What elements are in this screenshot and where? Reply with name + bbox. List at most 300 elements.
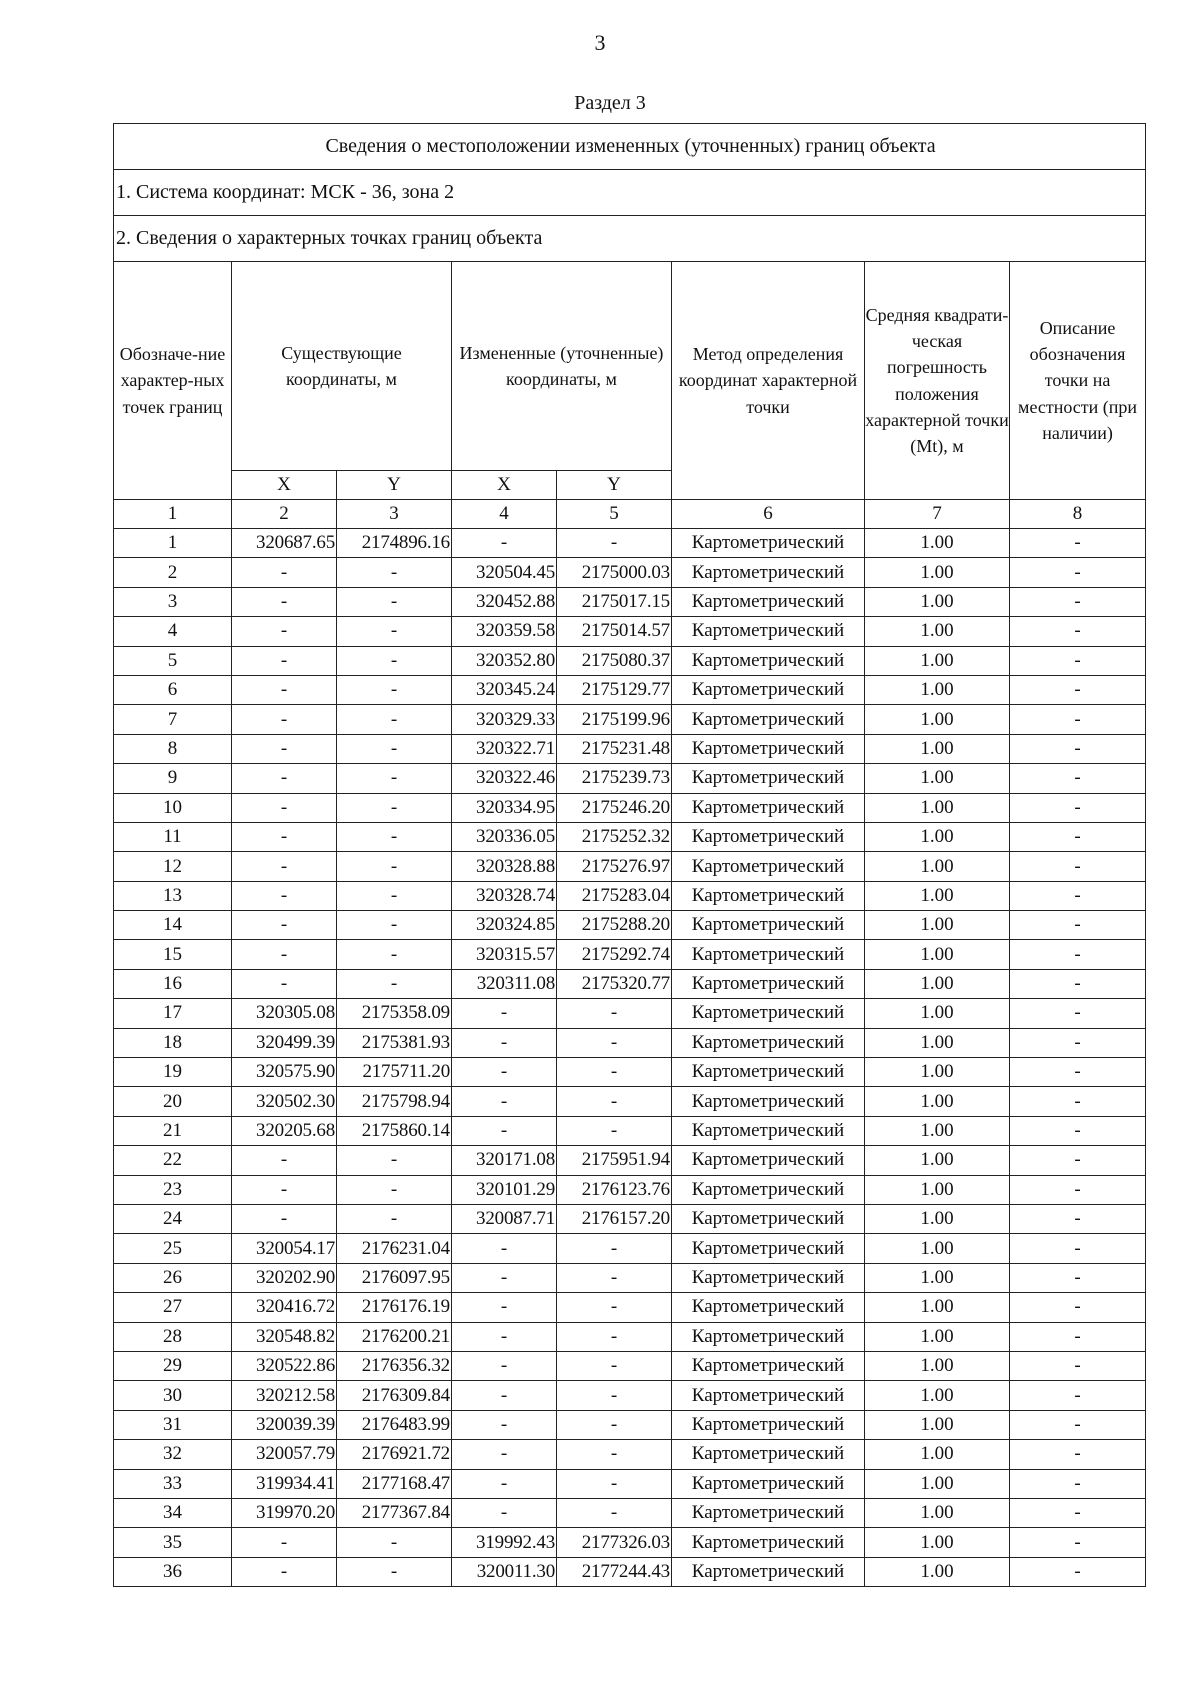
point-id-cell: 25 [114,1234,232,1263]
error-cell: 1.00 [865,587,1010,616]
header-existing-y: Y [337,471,452,500]
table-row [114,1058,1146,1087]
table-row [114,1146,1146,1175]
method-cell: Картометрический [672,1381,865,1410]
error-cell: 1.00 [865,1557,1010,1586]
existing-y-cell: - [337,1175,452,1204]
column-number: 3 [337,500,452,529]
existing-x-cell: - [232,852,337,881]
method-cell: Картометрический [672,999,865,1028]
table-row [114,911,1146,940]
method-cell: Картометрический [672,1528,865,1557]
method-cell: Картометрический [672,1263,865,1292]
existing-y-cell: - [337,1204,452,1233]
header-description: Описание обозначения точки на местности (при наличии) [1010,262,1146,500]
existing-y-cell: - [337,1528,452,1557]
column-number: 2 [232,500,337,529]
changed-y-cell: 2175129.77 [557,675,672,704]
method-cell: Картометрический [672,558,865,587]
existing-y-cell: 2176356.32 [337,1351,452,1380]
changed-y-cell: 2175292.74 [557,940,672,969]
existing-x-cell: - [232,793,337,822]
changed-y-cell: - [557,1116,672,1145]
point-id-cell: 26 [114,1263,232,1292]
existing-x-cell: 320499.39 [232,1028,337,1057]
description-cell: - [1010,1410,1146,1439]
changed-y-cell: 2175320.77 [557,969,672,998]
column-number: 6 [672,500,865,529]
existing-x-cell: 320548.82 [232,1322,337,1351]
description-cell: - [1010,1116,1146,1145]
error-cell: 1.00 [865,705,1010,734]
table-title: Сведения о местоположении измененных (уточненных) границ объекта [114,124,1146,170]
existing-x-cell: - [232,1146,337,1175]
changed-x-cell: 320334.95 [452,793,557,822]
table-row [114,1528,1146,1557]
description-cell: - [1010,1175,1146,1204]
changed-x-cell: 320504.45 [452,558,557,587]
existing-y-cell: - [337,1146,452,1175]
changed-y-cell: 2175246.20 [557,793,672,822]
table-row [114,1293,1146,1322]
description-cell: - [1010,1146,1146,1175]
point-id-cell: 14 [114,911,232,940]
error-cell: 1.00 [865,617,1010,646]
changed-x-cell: - [452,1293,557,1322]
existing-x-cell: - [232,1175,337,1204]
changed-x-cell: 320315.57 [452,940,557,969]
changed-y-cell: - [557,1322,672,1351]
error-cell: 1.00 [865,764,1010,793]
description-cell: - [1010,529,1146,558]
existing-x-cell: - [232,1557,337,1586]
error-cell: 1.00 [865,852,1010,881]
description-cell: - [1010,911,1146,940]
table-row [114,793,1146,822]
table-row [114,675,1146,704]
method-cell: Картометрический [672,1116,865,1145]
changed-x-cell: - [452,999,557,1028]
table-row [114,764,1146,793]
error-cell: 1.00 [865,1381,1010,1410]
existing-x-cell: - [232,881,337,910]
method-cell: Картометрический [672,969,865,998]
changed-x-cell: - [452,1263,557,1292]
existing-x-cell: 320202.90 [232,1263,337,1292]
changed-x-cell: 320322.46 [452,764,557,793]
table-row [114,646,1146,675]
method-cell: Картометрический [672,734,865,763]
changed-x-cell: - [452,1469,557,1498]
changed-x-cell: 319992.43 [452,1528,557,1557]
method-cell: Картометрический [672,793,865,822]
changed-y-cell: 2176157.20 [557,1204,672,1233]
table-row [114,1440,1146,1469]
point-id-cell: 28 [114,1322,232,1351]
changed-x-cell: 320352.80 [452,646,557,675]
description-cell: - [1010,617,1146,646]
table-row [114,705,1146,734]
existing-y-cell: 2175381.93 [337,1028,452,1057]
point-id-cell: 11 [114,822,232,851]
description-cell: - [1010,1351,1146,1380]
existing-x-cell: 320687.65 [232,529,337,558]
description-cell: - [1010,1528,1146,1557]
changed-y-cell: 2175017.15 [557,587,672,616]
table-row [114,587,1146,616]
table-row [114,529,1146,558]
changed-y-cell: - [557,1381,672,1410]
point-id-cell: 36 [114,1557,232,1586]
existing-x-cell: 320575.90 [232,1058,337,1087]
existing-y-cell: - [337,617,452,646]
existing-x-cell: 320522.86 [232,1351,337,1380]
existing-x-cell: - [232,587,337,616]
description-cell: - [1010,1263,1146,1292]
existing-y-cell: - [337,822,452,851]
point-id-cell: 33 [114,1469,232,1498]
table-row [114,1087,1146,1116]
method-cell: Картометрический [672,852,865,881]
changed-x-cell: 320324.85 [452,911,557,940]
table-row [114,822,1146,851]
table-row [114,1322,1146,1351]
existing-y-cell: - [337,969,452,998]
changed-y-cell: - [557,1469,672,1498]
existing-y-cell: - [337,558,452,587]
changed-y-cell: 2175283.04 [557,881,672,910]
existing-x-cell: 319934.41 [232,1469,337,1498]
description-cell: - [1010,1469,1146,1498]
column-number: 8 [1010,500,1146,529]
boundary-points-table [113,123,1146,1587]
description-cell: - [1010,587,1146,616]
existing-y-cell: - [337,705,452,734]
description-cell: - [1010,1234,1146,1263]
header-existing-x: X [232,471,337,500]
column-number: 1 [114,500,232,529]
point-id-cell: 27 [114,1293,232,1322]
changed-y-cell: 2175951.94 [557,1146,672,1175]
changed-x-cell: 320345.24 [452,675,557,704]
description-cell: - [1010,1322,1146,1351]
method-cell: Картометрический [672,1058,865,1087]
error-cell: 1.00 [865,1469,1010,1498]
description-cell: - [1010,1381,1146,1410]
point-id-cell: 15 [114,940,232,969]
existing-y-cell: 2175798.94 [337,1087,452,1116]
existing-y-cell: - [337,646,452,675]
existing-y-cell: 2175358.09 [337,999,452,1028]
point-id-cell: 4 [114,617,232,646]
table-row [114,617,1146,646]
existing-x-cell: - [232,1528,337,1557]
table-row [114,1263,1146,1292]
method-cell: Картометрический [672,1322,865,1351]
existing-y-cell: 2176231.04 [337,1234,452,1263]
point-id-cell: 24 [114,1204,232,1233]
changed-y-cell: - [557,999,672,1028]
point-id-cell: 17 [114,999,232,1028]
error-cell: 1.00 [865,1440,1010,1469]
point-id-cell: 29 [114,1351,232,1380]
existing-y-cell: 2175860.14 [337,1116,452,1145]
description-cell: - [1010,1498,1146,1527]
changed-y-cell: 2175288.20 [557,911,672,940]
existing-y-cell: 2176921.72 [337,1440,452,1469]
existing-x-cell: 319970.20 [232,1498,337,1527]
existing-x-cell: 320305.08 [232,999,337,1028]
table-row [114,881,1146,910]
error-cell: 1.00 [865,529,1010,558]
point-id-cell: 1 [114,529,232,558]
table-row [114,1381,1146,1410]
changed-x-cell: - [452,1058,557,1087]
method-cell: Картометрический [672,911,865,940]
table-row [114,734,1146,763]
existing-y-cell: 2177367.84 [337,1498,452,1527]
existing-y-cell: 2176176.19 [337,1293,452,1322]
point-id-cell: 23 [114,1175,232,1204]
existing-y-cell: - [337,911,452,940]
error-cell: 1.00 [865,969,1010,998]
point-id-cell: 22 [114,1146,232,1175]
changed-x-cell: - [452,1440,557,1469]
changed-x-cell: 320359.58 [452,617,557,646]
method-cell: Картометрический [672,881,865,910]
existing-x-cell: 320057.79 [232,1440,337,1469]
description-cell: - [1010,1204,1146,1233]
point-id-cell: 13 [114,881,232,910]
existing-x-cell: - [232,646,337,675]
error-cell: 1.00 [865,1028,1010,1057]
changed-x-cell: - [452,1028,557,1057]
existing-x-cell: - [232,940,337,969]
table-row [114,999,1146,1028]
error-cell: 1.00 [865,558,1010,587]
column-number-row [114,500,1146,529]
existing-x-cell: 320502.30 [232,1087,337,1116]
point-id-cell: 35 [114,1528,232,1557]
description-cell: - [1010,1087,1146,1116]
column-number: 7 [865,500,1010,529]
point-id-cell: 32 [114,1440,232,1469]
changed-y-cell: - [557,1498,672,1527]
table-row [114,940,1146,969]
error-cell: 1.00 [865,911,1010,940]
existing-x-cell: 320039.39 [232,1410,337,1439]
point-id-cell: 21 [114,1116,232,1145]
changed-y-cell: 2175239.73 [557,764,672,793]
method-cell: Картометрический [672,764,865,793]
column-number: 5 [557,500,672,529]
error-cell: 1.00 [865,1116,1010,1145]
changed-y-cell: - [557,1440,672,1469]
existing-x-cell: - [232,734,337,763]
error-cell: 1.00 [865,734,1010,763]
changed-x-cell: 320328.88 [452,852,557,881]
description-cell: - [1010,1028,1146,1057]
point-id-cell: 31 [114,1410,232,1439]
existing-x-cell: 320205.68 [232,1116,337,1145]
error-cell: 1.00 [865,793,1010,822]
existing-x-cell: 320416.72 [232,1293,337,1322]
error-cell: 1.00 [865,675,1010,704]
table-row [114,1469,1146,1498]
changed-y-cell: - [557,1087,672,1116]
method-cell: Картометрический [672,1440,865,1469]
changed-y-cell: 2175276.97 [557,852,672,881]
changed-x-cell: - [452,1498,557,1527]
method-cell: Картометрический [672,1557,865,1586]
point-id-cell: 8 [114,734,232,763]
changed-x-cell: - [452,529,557,558]
existing-y-cell: - [337,852,452,881]
description-cell: - [1010,940,1146,969]
description-cell: - [1010,734,1146,763]
changed-y-cell: - [557,1293,672,1322]
point-id-cell: 5 [114,646,232,675]
changed-y-cell: 2175199.96 [557,705,672,734]
existing-y-cell: 2176097.95 [337,1263,452,1292]
header-error: Средняя квадрати-ческая погрешность положения характерной точки (Mt), м [865,262,1010,500]
changed-x-cell: 320452.88 [452,587,557,616]
method-cell: Картометрический [672,1204,865,1233]
changed-y-cell: 2175231.48 [557,734,672,763]
existing-x-cell: - [232,764,337,793]
error-cell: 1.00 [865,1234,1010,1263]
error-cell: 1.00 [865,1498,1010,1527]
existing-y-cell: 2176200.21 [337,1322,452,1351]
existing-x-cell: - [232,911,337,940]
table-row [114,1028,1146,1057]
changed-x-cell: 320311.08 [452,969,557,998]
changed-y-cell: - [557,529,672,558]
method-cell: Картометрический [672,675,865,704]
existing-x-cell: 320054.17 [232,1234,337,1263]
point-id-cell: 18 [114,1028,232,1057]
changed-y-cell: - [557,1234,672,1263]
changed-x-cell: - [452,1234,557,1263]
method-cell: Картометрический [672,617,865,646]
description-cell: - [1010,705,1146,734]
error-cell: 1.00 [865,1293,1010,1322]
description-cell: - [1010,675,1146,704]
existing-x-cell: - [232,969,337,998]
description-cell: - [1010,1058,1146,1087]
table-row [114,1175,1146,1204]
table-row [114,1351,1146,1380]
existing-x-cell: - [232,617,337,646]
changed-y-cell: 2175014.57 [557,617,672,646]
header-changed-x: X [452,471,557,500]
header-existing-coords: Существующие координаты, м [232,262,452,471]
column-number: 4 [452,500,557,529]
error-cell: 1.00 [865,1528,1010,1557]
method-cell: Картометрический [672,1498,865,1527]
existing-y-cell: - [337,587,452,616]
error-cell: 1.00 [865,999,1010,1028]
existing-x-cell: - [232,822,337,851]
error-cell: 1.00 [865,1410,1010,1439]
point-id-cell: 34 [114,1498,232,1527]
header-changed-coords: Измененные (уточненные) координаты, м [452,262,672,471]
point-id-cell: 6 [114,675,232,704]
changed-x-cell: - [452,1381,557,1410]
point-id-cell: 30 [114,1381,232,1410]
method-cell: Картометрический [672,1410,865,1439]
method-cell: Картометрический [672,705,865,734]
method-cell: Картометрический [672,1087,865,1116]
existing-y-cell: 2176483.99 [337,1410,452,1439]
method-cell: Картометрический [672,1028,865,1057]
changed-x-cell: 320011.30 [452,1557,557,1586]
method-cell: Картометрический [672,529,865,558]
changed-x-cell: 320087.71 [452,1204,557,1233]
header-changed-y: Y [557,471,672,500]
changed-x-cell: 320171.08 [452,1146,557,1175]
existing-x-cell: 320212.58 [232,1381,337,1410]
description-cell: - [1010,1440,1146,1469]
method-cell: Картометрический [672,1469,865,1498]
header-method: Метод определения координат характерной точки [672,262,865,500]
points-heading: 2. Сведения о характерных точках границ объекта [114,216,1146,262]
existing-y-cell: - [337,675,452,704]
table-row [114,1498,1146,1527]
description-cell: - [1010,558,1146,587]
method-cell: Картометрический [672,822,865,851]
changed-x-cell: - [452,1087,557,1116]
changed-y-cell: - [557,1410,672,1439]
point-id-cell: 20 [114,1087,232,1116]
method-cell: Картометрический [672,587,865,616]
existing-y-cell: - [337,1557,452,1586]
changed-y-cell: 2177244.43 [557,1557,672,1586]
table-row [114,969,1146,998]
existing-y-cell: - [337,940,452,969]
method-cell: Картометрический [672,1234,865,1263]
error-cell: 1.00 [865,1204,1010,1233]
table-row [114,852,1146,881]
changed-x-cell: - [452,1116,557,1145]
description-cell: - [1010,1293,1146,1322]
changed-x-cell: - [452,1322,557,1351]
method-cell: Картометрический [672,1146,865,1175]
error-cell: 1.00 [865,1087,1010,1116]
existing-y-cell: - [337,881,452,910]
page-number: 3 [594,30,606,55]
error-cell: 1.00 [865,1175,1010,1204]
section-title: Раздел 3 [574,92,646,114]
changed-y-cell: - [557,1028,672,1057]
method-cell: Картометрический [672,1175,865,1204]
point-id-cell: 2 [114,558,232,587]
changed-y-cell: 2177326.03 [557,1528,672,1557]
table-row [114,558,1146,587]
error-cell: 1.00 [865,881,1010,910]
error-cell: 1.00 [865,1058,1010,1087]
changed-y-cell: - [557,1351,672,1380]
header-point-designation: Обозначе-ние характер-ных точек границ [114,262,232,500]
point-id-cell: 10 [114,793,232,822]
existing-x-cell: - [232,705,337,734]
changed-x-cell: 320328.74 [452,881,557,910]
point-id-cell: 12 [114,852,232,881]
error-cell: 1.00 [865,1263,1010,1292]
error-cell: 1.00 [865,1351,1010,1380]
method-cell: Картометрический [672,1293,865,1322]
table-row [114,1204,1146,1233]
